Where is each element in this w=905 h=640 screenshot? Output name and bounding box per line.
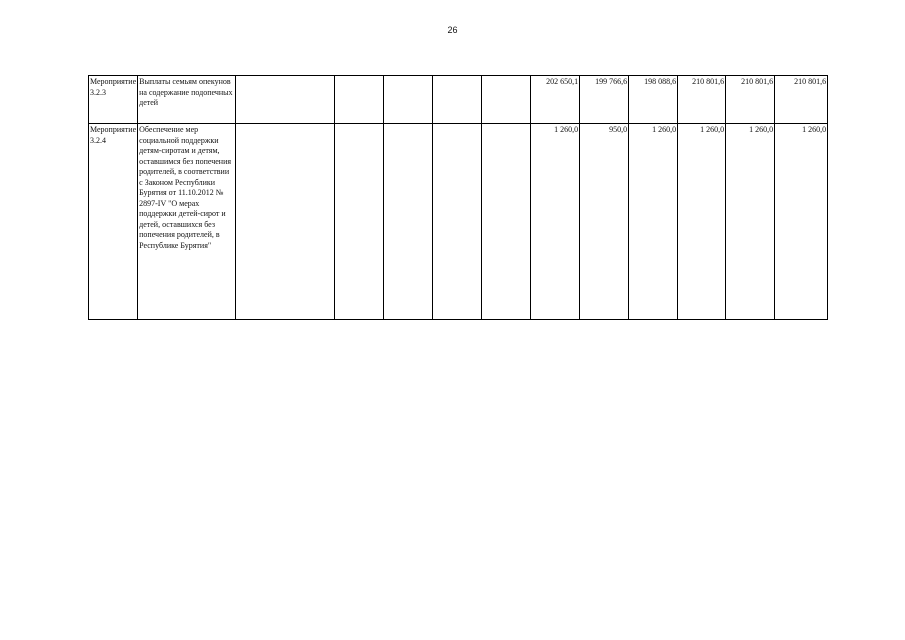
value-cell: 198 088,6 [629,76,678,124]
value-cell: 199 766,6 [580,76,629,124]
empty-cell [335,124,384,320]
empty-cell [384,124,433,320]
table-row [89,76,828,124]
value-cell: 210 801,6 [678,76,726,124]
value-cell: 210 801,6 [726,76,775,124]
value-cell: 1 260,0 [531,124,580,320]
value-cell: 202 650,1 [531,76,580,124]
empty-cell [335,76,384,124]
empty-cell [236,124,335,320]
empty-cell [384,76,433,124]
empty-cell [236,76,335,124]
page-number: 26 [447,25,458,35]
value-cell: 1 260,0 [629,124,678,320]
measure-code-cell: Мероприятие 3.2.3 [89,76,138,124]
empty-cell [433,76,482,124]
measure-description-cell: Обеспечение мер социальной поддержки детям-сиротам и детям, оставшимся без попечения родителей, в соответствии с Законом Республики Бурятия от 11.10.2012 № 2897-IV "О мерах поддержки детей-сирот и детей, оставшихся без попечения родителей, в Республике Бурятия" [138,124,236,320]
value-cell: 1 260,0 [775,124,828,320]
empty-cell [482,124,531,320]
value-cell: 1 260,0 [726,124,775,320]
budget-table [88,75,828,320]
measure-code-cell: Мероприятие 3.2.4 [89,124,138,320]
empty-cell [482,76,531,124]
value-cell: 210 801,6 [775,76,828,124]
value-cell: 950,0 [580,124,629,320]
measure-description-cell: Выплаты семьям опекунов на содержание подопечных детей [138,76,236,124]
table-row [89,124,828,320]
value-cell: 1 260,0 [678,124,726,320]
empty-cell [433,124,482,320]
